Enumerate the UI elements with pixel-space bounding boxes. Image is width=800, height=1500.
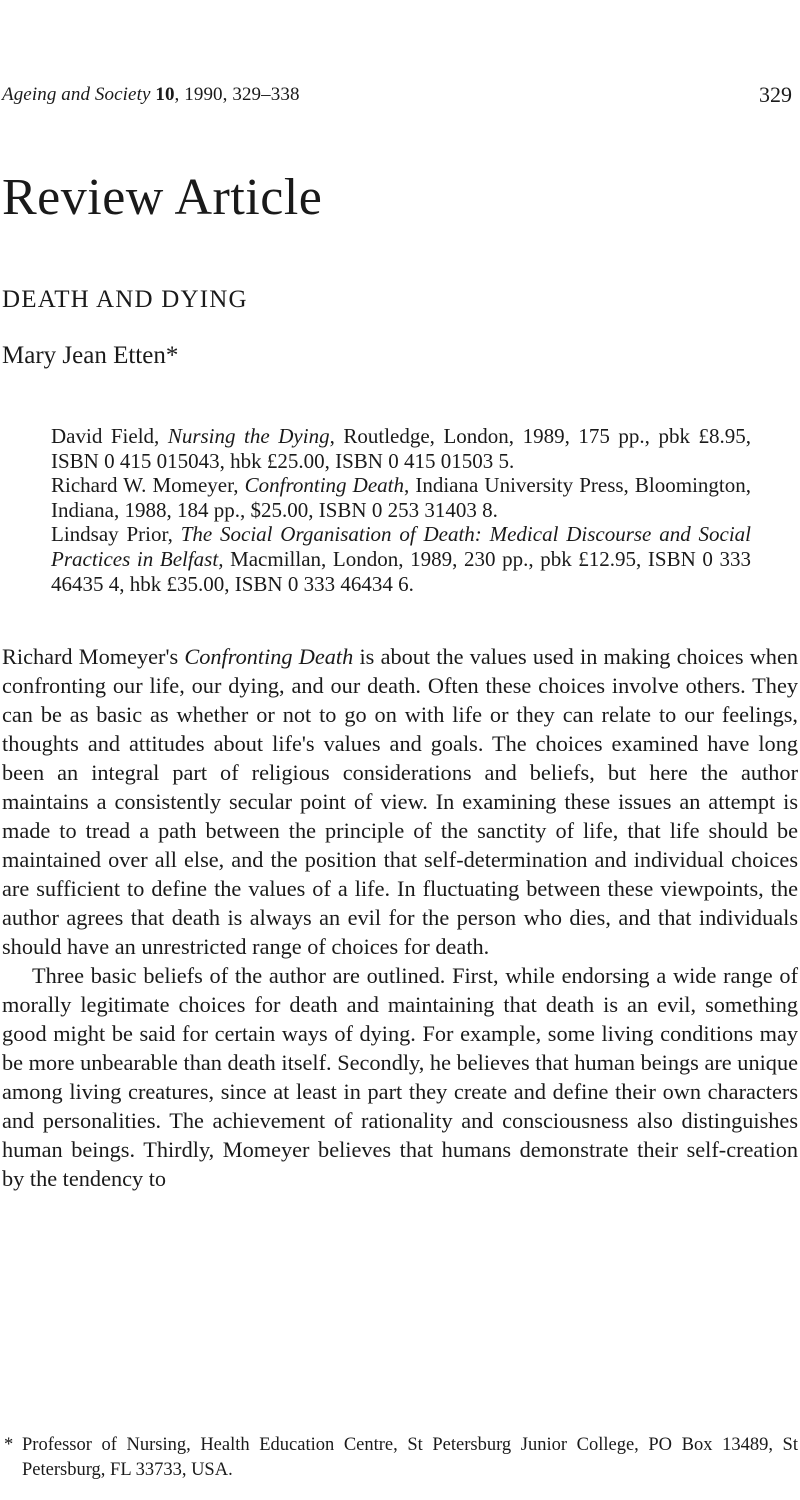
book-author: David Field,	[51, 424, 168, 448]
paragraph-text: is about the values used in making choices when confronting our life, our dying, and our death. Often these choices involve others. They can be as basic as whether or not to go on with life or they can relate to our feelings, thoughts and attitudes about life's values and goals. The choices examined have long been an integral part of religious considerations and beliefs, but here the author maintains a consistently secular point of view. In examining these issues an attempt is made to tread a path between the principle of the sanctity of life, that life should be maintained over all else, and the position that self-determination and individual choices are sufficient to define the values of a life. In fluctuating between these viewpoints, the author agrees that death is always an evil for the person who dies, and that individuals should have an unrestricted range of choices for death.	[2, 644, 799, 959]
article-body	[2, 642, 798, 1193]
book-details: Macmillan, London, 1989, 230 pp., pbk £12.95, ISBN 0 333 46435 4, hbk £35.00, ISBN 0 333 46434 6.	[51, 546, 751, 596]
book-title: The Social Organisation of Death: Medical Discourse and Social Practices in Belfast,	[51, 522, 751, 571]
book-author: Lindsay Prior,	[51, 522, 181, 547]
body-paragraph: Three basic beliefs of the author are outlined. First, while endorsing a wide range of morally legitimate choices for death and maintaining that death is an evil, something good might be said for certain ways of dying. For example, some living conditions may be more unbearable than death itself. Secondly, he believes that human beings are unique among living creatures, since at least in part they create and define their own characters and personalities. The achievement of rationality and consciousness also distinguishes human beings. Thirdly, Momeyer believes that humans demonstrate their self-creation by the tendency to	[2, 963, 798, 1191]
article-title: DEATH AND DYING	[2, 286, 248, 313]
book-title-reference: Confronting Death	[184, 644, 354, 669]
journal-name: Ageing and Society	[2, 84, 151, 105]
reviewed-books-list	[51, 424, 751, 596]
body-paragraph	[2, 642, 798, 961]
paragraph-text: Richard Momeyer's	[2, 644, 185, 669]
book-details: , Routledge, London, 1989, 175 pp., pbk £8.95, ISBN 0 415 015043, hbk £25.00, ISBN 0 415 01503 5.	[51, 424, 751, 473]
footnote-marker: *	[4, 1435, 14, 1455]
book-author: Richard W. Momeyer,	[51, 473, 245, 498]
book-entry	[51, 424, 751, 473]
volume-number: 10	[155, 84, 175, 105]
section-heading: Review Article	[2, 169, 323, 226]
book-title: Nursing the Dying	[167, 424, 330, 448]
author-footnote	[2, 1433, 798, 1483]
book-entry	[51, 522, 751, 596]
author-name: Mary Jean Etten*	[2, 342, 179, 369]
book-details: , Indiana University Press, Bloomington, Indiana, 1988, 184 pp., $25.00, ISBN 0 253 31403 8.	[51, 473, 751, 522]
page-number: 329	[759, 82, 792, 107]
book-title: Confronting Death	[244, 473, 404, 498]
book-entry	[51, 473, 751, 522]
footnote-text: Professor of Nursing, Health Education Centre, St Petersburg Junior College, PO Box 13489, St Petersburg, FL 33733, USA.	[22, 1435, 798, 1480]
running-head	[2, 84, 300, 106]
citation-details: , 1990, 329–338	[174, 84, 300, 105]
